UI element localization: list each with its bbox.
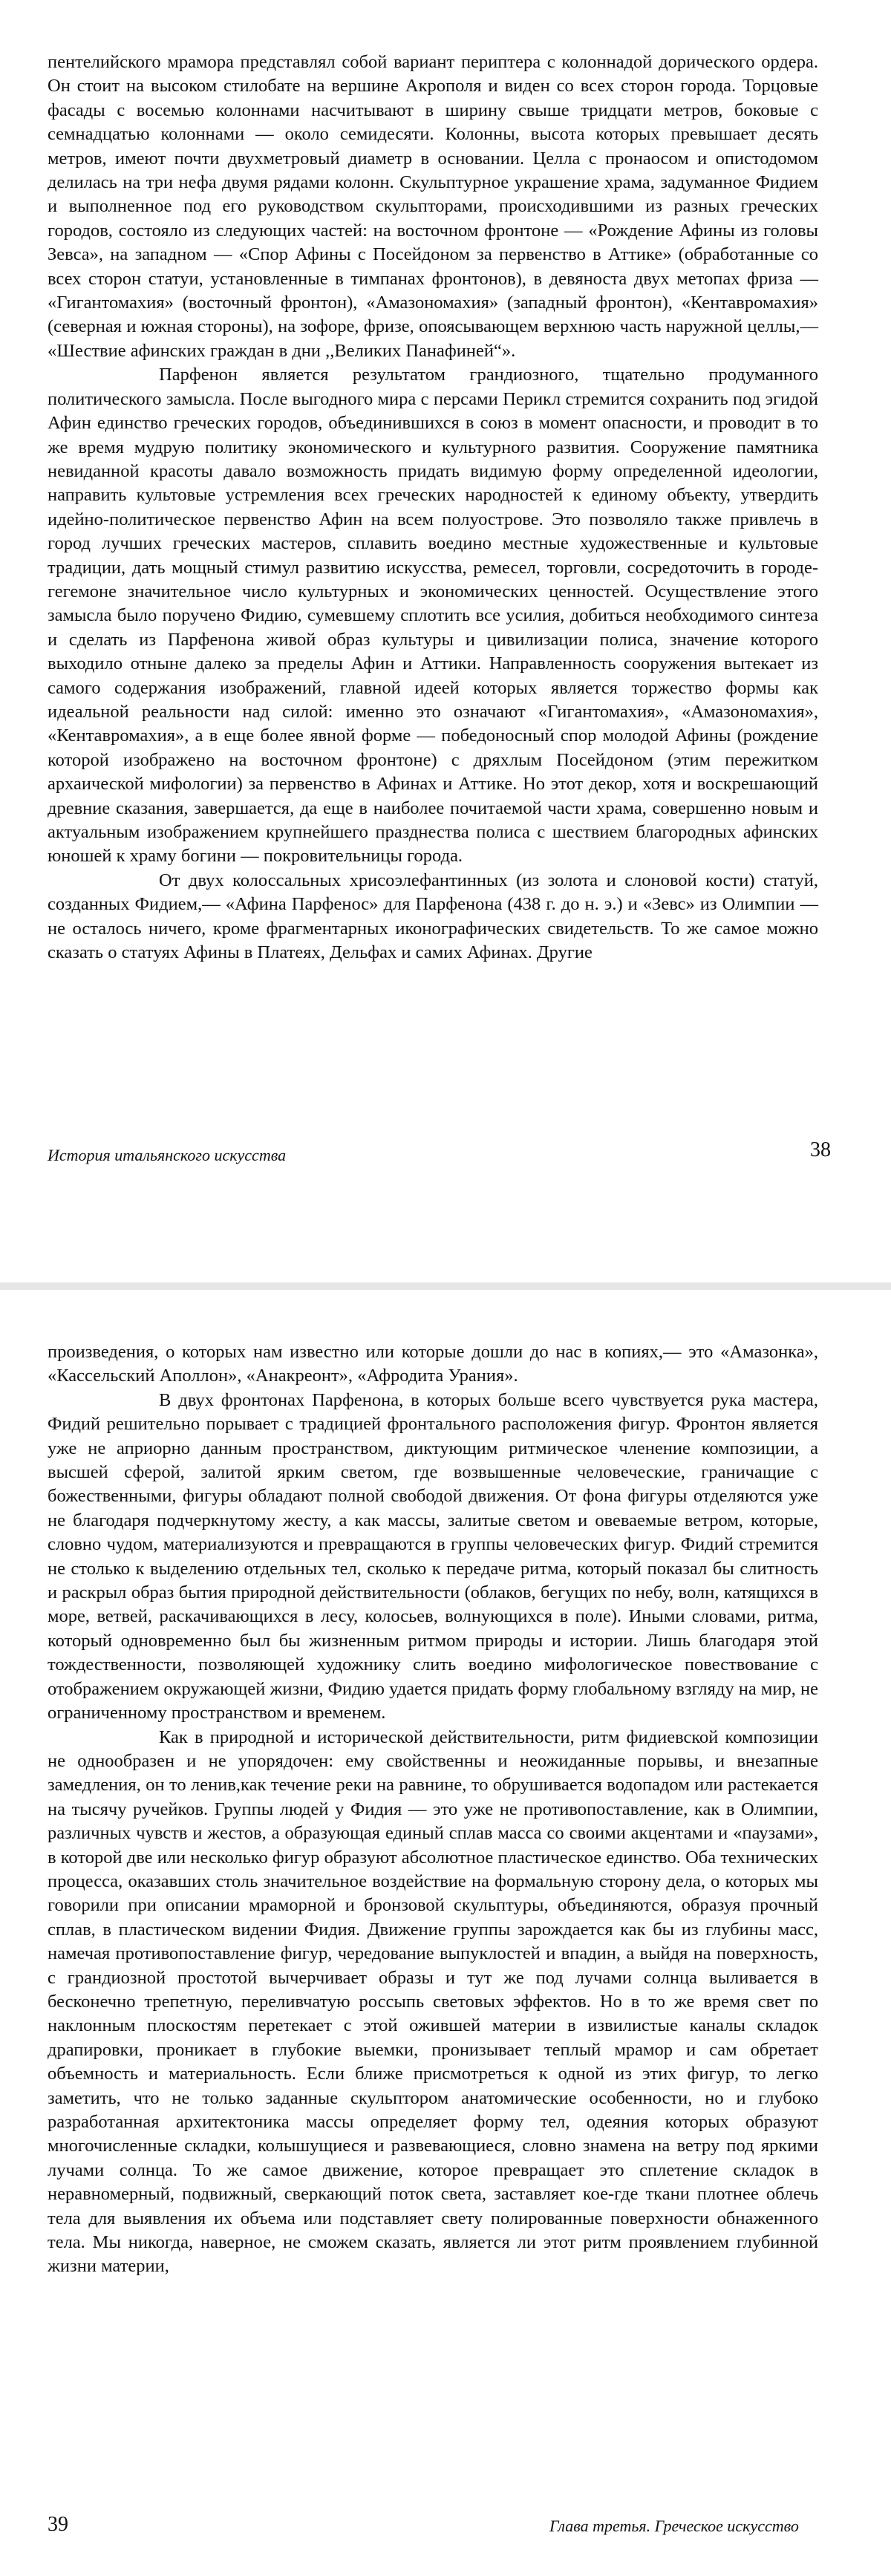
paragraph: произведения, о которых нам известно или которые дошли до нас в копиях,— это «Амазонка», «Кассельский Аполлон», «Анакреонт», «Афродита Урания». bbox=[48, 1342, 818, 1386]
page-number: 38 bbox=[810, 1138, 831, 1161]
page-39-body bbox=[48, 1340, 818, 2279]
paragraph: В двух фронтонах Парфенона, в которых больше всего чувствуется рука мастера, Фидий решительно порывает с традицией фронтального расположения фигур. Фронтон является уже не априорно данным пространством, диктующим ритмическое членение композиции, а высшей сферой, залитой ярким светом, где возвышенные человеческие, граничащие с божественными, фигуры обладают полной свободой движения. От фона фигуры отделяются уже не благодаря подчеркнутому жесту, а как массы, залитые светом и овеваемые ветром, которые, словно чудом, материализуются и превращаются в группы человеческих фигур. Фидий стремится не столько к выделению отдельных тел, сколько к передаче ритма, который показал бы слитность и раскрыл образ бытия природной действительности (облаков, бегущих по небу, волн, катящихся в море, ветвей, раскачивающихся в лесу, колосьев, волнующихся в поле). Иными словами, ритма, который одновременно был бы жизненным ритмом природы и истории. Лишь благодаря этой тождественности, позволяющей художнику слить воедино мифологическое повествование с отображением окружающей жизни, Фидию удается придать форму глобальному взгляду на мир, не ограниченному пространством и временем. bbox=[48, 1389, 818, 1724]
footer-chapter-title: Глава третья. Греческое искусство bbox=[549, 2517, 799, 2535]
paragraph: пентелийского мрамора представлял собой вариант периптера с колоннадой дорического ордера. Он стоит на высоком стилобате на вершине Акрополя и виден со всех сторон города. Торцовые фасады с восемью колоннами насчитывают в ширину свыше тридцати метров, боковые с семнадцатью колоннами — около семидесяти. Колонны, высота которых превышает десять метров, имеют почти двухметровый диаметр в основании. Целла с пронаосом и опистодомом делилась на три нефа двумя рядами колонн. Скульптурное украшение храма, задуманное Фидием и выполненное под его руководством скульпторами, происходившими из разных греческих городов, состояло из следующих частей: на восточном фронтоне — «Рождение Афины из головы Зевса», на западном — «Спор Афины с Посейдоном за первенство в Аттике» (обработанные со всех сторон статуи, установленные в тимпанах фронтонов), в девяноста двух метопах фриза — «Гигантомахия» (восточный фронтон), «Амазономахия» (западный фронтон), «Кентавромахия» (северная и южная стороны), на зофоре, фризе, опоясывающем верхнюю часть наружной целлы,— «Шествие афинских граждан в дни ,,Великих Панафиней“». bbox=[48, 52, 818, 361]
page-number: 39 bbox=[48, 2513, 68, 2536]
book-page-38 bbox=[0, 0, 891, 1282]
book-page-39 bbox=[0, 1290, 891, 2576]
footer-book-title: История итальянского искусства bbox=[48, 1146, 287, 1164]
paragraph: Как в природной и исторической действительности, ритм фидиевской композиции не однообразен и не упорядочен: ему свойственны и неожиданные порывы, и внезапные замедления, он то ленив,как течение реки на равнине, то обрушивается водопадом или растекается на тысячу ручейков. Группы людей у Фидия — это уже не противопоставление, как в Олимпии, различных чувств и жестов, а образующая единый сплав масса со своими акцентами и «паузами», в которой две или несколько фигур образуют абсолютное пластическое единство. Оба технических процесса, оказавших столь значительное воздействие на формальную сторону дела, о которых мы говорили при описании мраморной и бронзовой скульптуры, объединяются, образуя прочный сплав, в пластическом видении Фидия. Движение группы зарождается как бы из глубины масс, намечая противопоставление фигур, чередование выпуклостей и впадин, а выйдя на поверхность, с грандиозной простотой вычерчивает образы и тут же под лучами солнца выливается в бесконечно трепетную, переливчатую россыпь световых эффектов. Но в то же время свет по наклонным плоскостям перетекает с этой ожившей материи в извилистые каналы складок драпировки, проникает в глубокие выемки, пронизывает теплый мрамор и сам обретает объемность и материальность. Если ближе присмотреться к одной из этих фигур, то легко заметить, что не только заданные скульптором анатомические особенности, но и глубоко разработанная архитектоника массы определяет форму тел, одеяния которых образуют многочисленные складки, колышущиеся и развевающиеся, словно знамена на ветру под яркими лучами солнца. То же самое движение, которое превращает это сплетение складок в неравномерный, подвижный, сверкающий поток света, заставляет кое-где ткани плотнее облечь тела для выявления их объема или подставляет свету полированные поверхности обнаженного тела. Мы никогда, наверное, не сможем сказать, является ли этот ритм проявлением глубинной жизни материи, bbox=[48, 1726, 818, 2277]
page-38-body bbox=[48, 50, 818, 965]
paragraph: Парфенон является результатом грандиозного, тщательно продуманного политического замысла. После выгодного мира с персами Перикл стремится сохранить под эгидой Афин единство греческих городов, объединившихся в союз в момент опасности, и проводит в то же время мудрую политику экономического и культурного развития. Сооружение памятника невиданной красоты давало возможность придать видимую форму определенной идеологии, направить культовые устремления всех греческих народностей к единому объекту, утвердить идейно-политическое первенство Афин на всем полуострове. Это позволяло также привлечь в город лучших греческих мастеров, сплавить воедино местные художественные и культовые традиции, дать мощный стимул развитию искусства, ремесел, торговли, сосредоточить в городе-гегемоне значительное число культурных и экономических ценностей. Осуществление этого замысла было поручено Фидию, сумевшему сплотить все усилия, добиться необходимого синтеза и сделать из Парфенона живой образ культуры и цивилизации полиса, значение которого выходило отныне далеко за пределы Афин и Аттики. Направленность сооружения вытекает из самого содержания изображений, главной идеей которых является торжество формы как идеальной реальности над силой: именно это означают «Гигантомахия», «Амазономахия», «Кентавромахия», а в еще более явной форме — победоносный спор молодой Афины (рождение которой изображено на восточном фронтоне) с дряхлым Посейдоном (этим пережитком архаической мифологии) за первенство в Афинах и Аттике. Но этот декор, хотя и воскрешающий древние сказания, завершается, да еще в наиболее почитаемой части храма, совершенно новым и актуальным изображением крупнейшего празднества полиса с шествием благородных афинских юношей к храму богини — покровительницы города. bbox=[48, 365, 818, 867]
paragraph: От двух колоссальных хрисоэлефантинных (из золота и слоновой кости) статуй, созданных Фидием,— «Афина Парфенос» для Парфенона (438 г. до н. э.) и «Зевс» из Олимпии — не осталось ничего, кроме фрагментарных иконографических свидетельств. То же самое можно сказать о статуях Афины в Платеях, Дельфах и самих Афинах. Другие bbox=[48, 870, 818, 963]
